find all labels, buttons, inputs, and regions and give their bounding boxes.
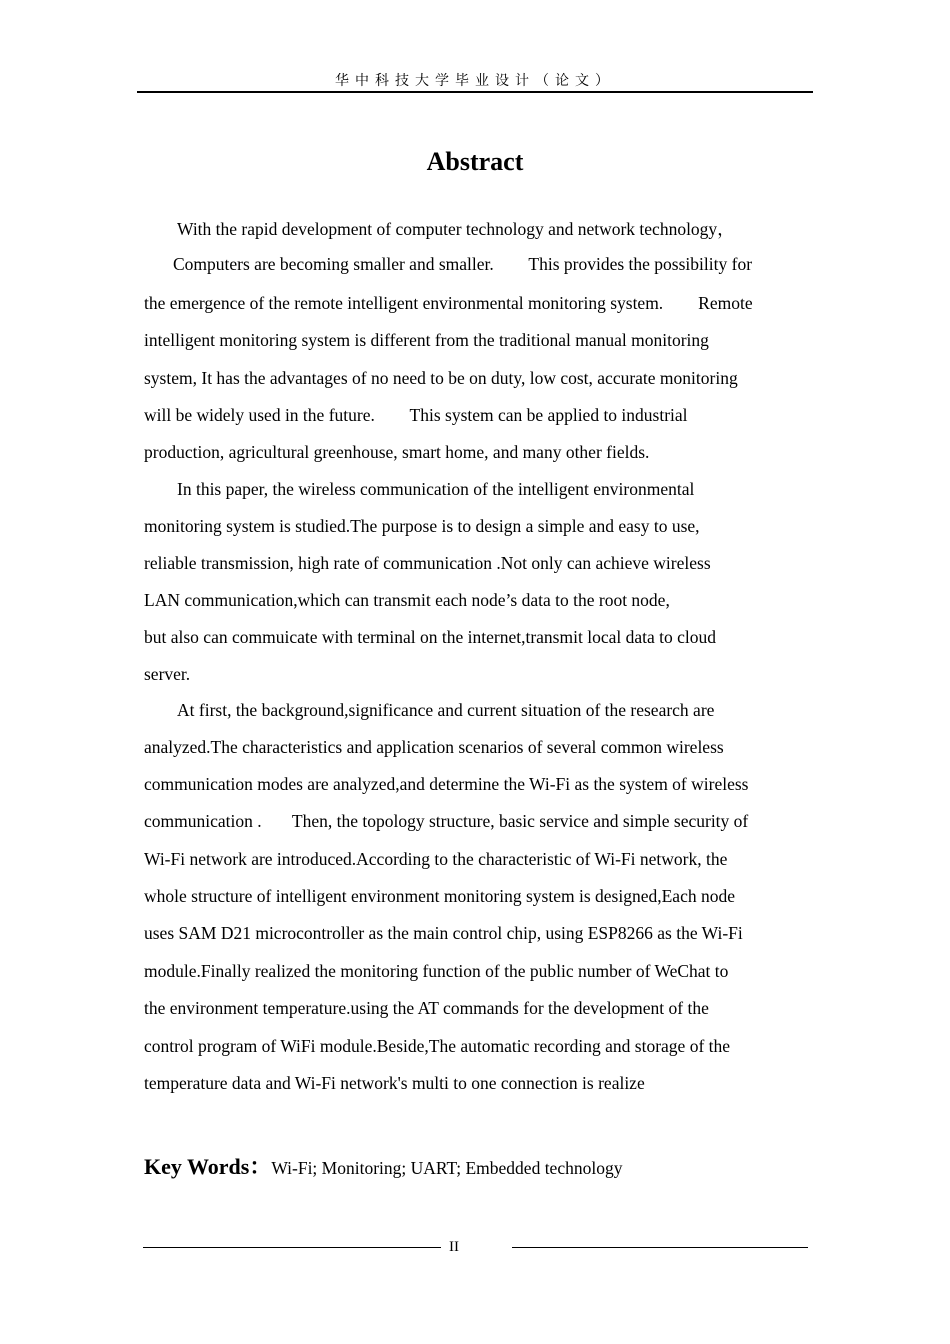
- abstract-line: control program of WiFi module.Beside,The automatic recording and storage of the: [144, 1036, 731, 1056]
- footer-rule-right: [512, 1247, 808, 1248]
- abstract-line: analyzed.The characteristics and application scenarios of several common wireless: [144, 737, 724, 757]
- keywords-value: Wi-Fi; Monitoring; UART; Embedded technology: [271, 1158, 623, 1178]
- page-header: 华中科技大学毕业设计（论文）: [335, 73, 615, 89]
- abstract-line: LAN communication,which can transmit each node’s data to the root node,: [144, 590, 670, 610]
- abstract-line: server.: [144, 664, 191, 684]
- abstract-line: reliable transmission, high rate of communication .Not only can achieve wireless: [144, 553, 711, 573]
- abstract-line: the emergence of the remote intelligent environmental monitoring system. Remote: [144, 293, 753, 313]
- abstract-line: In this paper, the wireless communication of the intelligent environmental: [177, 479, 695, 499]
- abstract-line: communication modes are analyzed,and determine the Wi-Fi as the system of wireless: [144, 774, 749, 794]
- abstract-line: system, It has the advantages of no need to be on duty, low cost, accurate monitoring: [144, 368, 738, 388]
- header-rule: [137, 91, 813, 93]
- keywords-label: Key Words：: [144, 1154, 272, 1179]
- abstract-line: will be widely used in the future. This system can be applied to industrial: [144, 405, 688, 425]
- abstract-line: At first, the background,significance and current situation of the research are: [177, 700, 715, 720]
- abstract-line: monitoring system is studied.The purpose is to design a simple and easy to use,: [144, 516, 700, 536]
- abstract-line: Computers are becoming smaller and smaller. This provides the possibility for: [173, 254, 753, 274]
- page-number: II: [449, 1239, 459, 1255]
- abstract-line: module.Finally realized the monitoring function of the public number of WeChat to: [144, 961, 729, 981]
- abstract-line: temperature data and Wi-Fi network's multi to one connection is realize: [144, 1073, 645, 1093]
- abstract-line: intelligent monitoring system is different from the traditional manual monitoring: [144, 330, 709, 350]
- keywords-line: [144, 1154, 622, 1181]
- abstract-line: the environment temperature.using the AT commands for the development of the: [144, 998, 709, 1018]
- abstract-line: production, agricultural greenhouse, smart home, and many other fields.: [144, 442, 650, 462]
- abstract-line: Wi-Fi network are introduced.According to the characteristic of Wi-Fi network, the: [144, 849, 728, 869]
- abstract-line: communication . Then, the topology structure, basic service and simple security of: [144, 811, 749, 831]
- abstract-line: uses SAM D21 microcontroller as the main control chip, using ESP8266 as the Wi-Fi: [144, 923, 743, 943]
- abstract-line: whole structure of intelligent environment monitoring system is designed,Each node: [144, 886, 735, 906]
- abstract-title: Abstract: [426, 147, 524, 176]
- abstract-line: but also can commuicate with terminal on the internet,transmit local data to cloud: [144, 627, 716, 647]
- abstract-line: With the rapid development of computer technology and network technology，: [177, 219, 735, 239]
- footer-rule-left: [143, 1247, 441, 1248]
